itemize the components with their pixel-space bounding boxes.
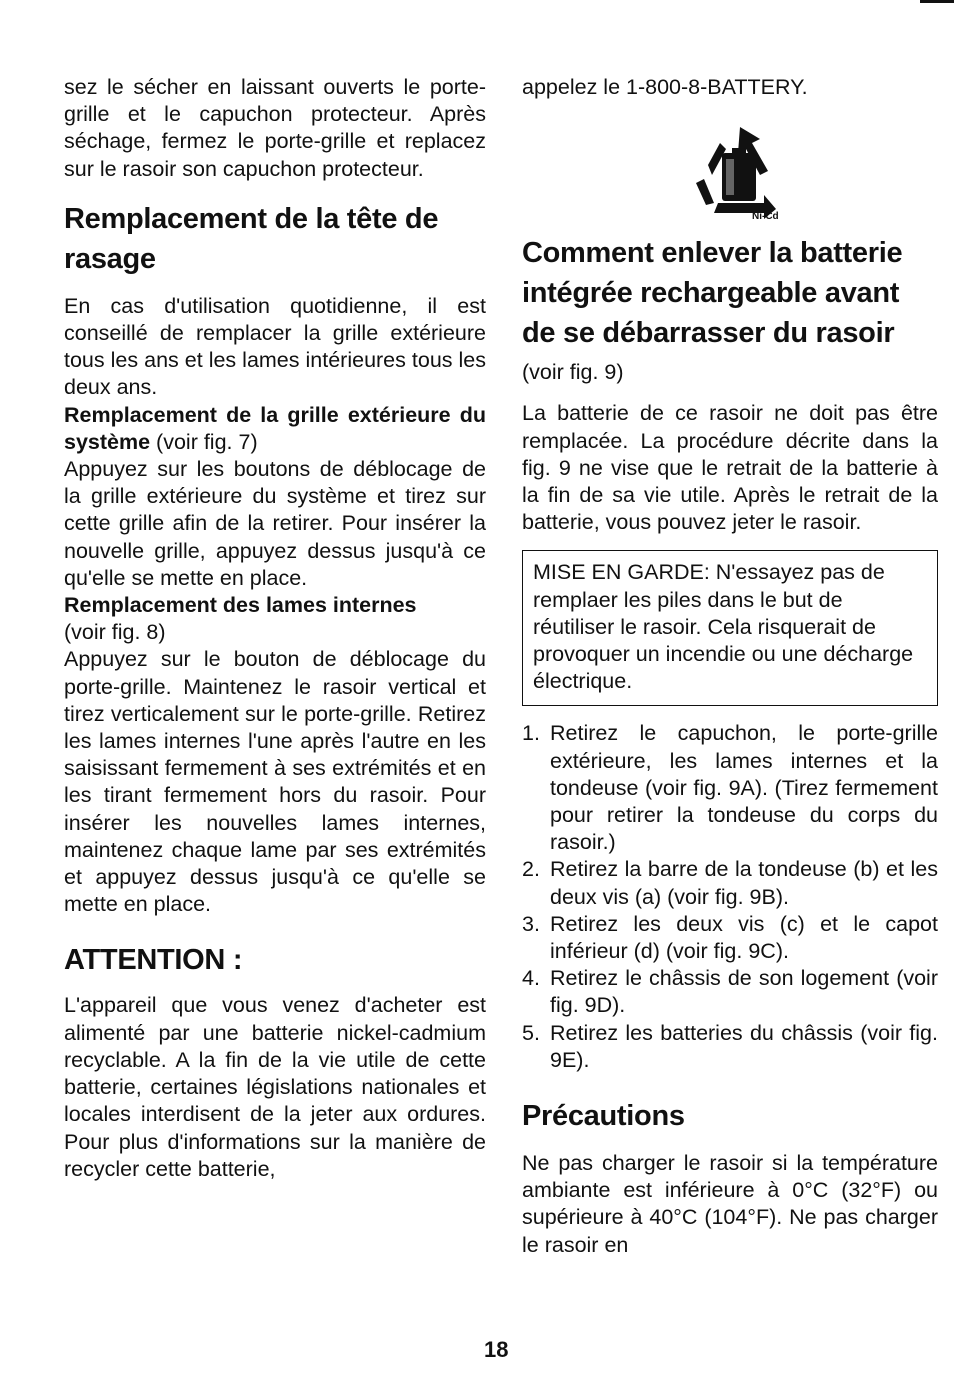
right-column bbox=[522, 74, 938, 1259]
inner-blades-ref: (voir fig. 8) bbox=[64, 620, 166, 645]
heading-remove-battery: Comment enlever la batterie intégrée rechargeable avant de se débarrasser du rasoir bbox=[522, 237, 903, 350]
corner-mark bbox=[920, 0, 954, 3]
intro-paragraph: sez le sécher en laissant ouverts le porte-grille et le capuchon protecteur. Après séchage, fermez le porte-grille et replacez sur le rasoir son capuchon protecteur. bbox=[64, 75, 486, 181]
precautions-paragraph: Ne pas charger le rasoir si la température ambiante est inférieure à 0°C (32°F) ou supérieure à 40°C (104°F). Ne pas charger le rasoir en bbox=[522, 1151, 938, 1257]
page-number: 18 bbox=[484, 1337, 509, 1362]
step-1: 1. Retirez le capuchon, le porte-grille extérieure, les lames internes et la tondeuse (voir fig. 9A). (Tirez fermement pour retirer la tondeuse du corps du rasoir.) bbox=[522, 721, 938, 855]
logo-text: Ni-Cd bbox=[752, 211, 779, 223]
inner-blades-title: Remplacement des lames internes bbox=[64, 593, 417, 618]
step-4: 4. Retirez le châssis de son logement (voir fig. 9D). bbox=[522, 966, 938, 1018]
step-5: 5. Retirez les batteries du châssis (voir fig. 9E). bbox=[522, 1020, 938, 1072]
heading-shaving-head: Remplacement de la tête de rasage bbox=[64, 202, 439, 275]
left-column bbox=[64, 74, 486, 1183]
battery-paragraph: La batterie de ce rasoir ne doit pas être remplacée. La procédure décrite dans la fig. 9 ne vise que le retrait de la batterie à la fin de sa vie utile. Après le retrait de la batterie, vous pouvez jeter le rasoir. bbox=[522, 401, 938, 535]
fig9-ref: (voir fig. 9) bbox=[522, 360, 624, 385]
removal-steps bbox=[522, 720, 938, 1074]
heading-attention: ATTENTION : bbox=[64, 944, 243, 977]
inner-blades-paragraph: Appuyez sur le bouton de déblocage du porte-grille. Maintenez le rasoir vertical et tirez verticalement sur le porte-grille. Retirez les lames internes l'une après l'autre en les saisissant fermement à ses extrémités et en les tirant fermement hors du rasoir. Pour insérer les nouvelles lames internes, maintenez chaque lame par ses extrémités et appuyez dessus jusqu'à ce qu'elle se mette en place. bbox=[64, 647, 486, 917]
step-3: 3. Retirez les deux vis (c) et le capot inférieur (d) (voir fig. 9C). bbox=[522, 911, 938, 964]
step-2: 2. Retirez la barre de la tondeuse (b) et les deux vis (a) (voir fig. 9B). bbox=[522, 857, 938, 909]
replacement-schedule-paragraph: En cas d'utilisation quotidienne, il est conseillé de remplacer la grille extérieure tous les ans et les lames intérieures tous les deux ans. bbox=[64, 293, 486, 400]
warning-box bbox=[522, 550, 938, 706]
outer-foil-title: Remplacement de la grille extérieure du système bbox=[64, 402, 486, 454]
recycling-paragraph: L'appareil que vous venez d'acheter est alimenté par une batterie nickel-cadmium recyclable. A la fin de la vie utile de cette batterie, certaines législations nationales et locales interdisent de la jeter aux ordures. Pour plus d'informations sur la manière de recycler cette batterie, bbox=[64, 993, 486, 1181]
heading-precautions: Précautions bbox=[522, 1100, 685, 1133]
outer-foil-ref: (voir fig. 7) bbox=[150, 429, 258, 454]
recycle-battery-icon bbox=[690, 119, 790, 225]
battery-phone-line: appelez le 1-800-8-BATTERY. bbox=[522, 75, 808, 99]
warning-text: MISE EN GARDE: N'essayez pas de remplaer les piles dans le but de réutiliser le rasoir. Cela risquerait de provoquer un incendie ou une décharge électrique. bbox=[533, 560, 914, 694]
inner-blades-subheading bbox=[64, 592, 486, 619]
recycle-battery-logo bbox=[690, 119, 790, 225]
outer-foil-paragraph: Appuyez sur les boutons de déblocage de la grille extérieure du système et tirez sur cette grille afin de la retirer. Pour insérer la nouvelle grille, appuyez dessus jusqu'à ce qu'elle se mette en place. bbox=[64, 457, 486, 590]
outer-foil-subheading bbox=[64, 402, 486, 456]
